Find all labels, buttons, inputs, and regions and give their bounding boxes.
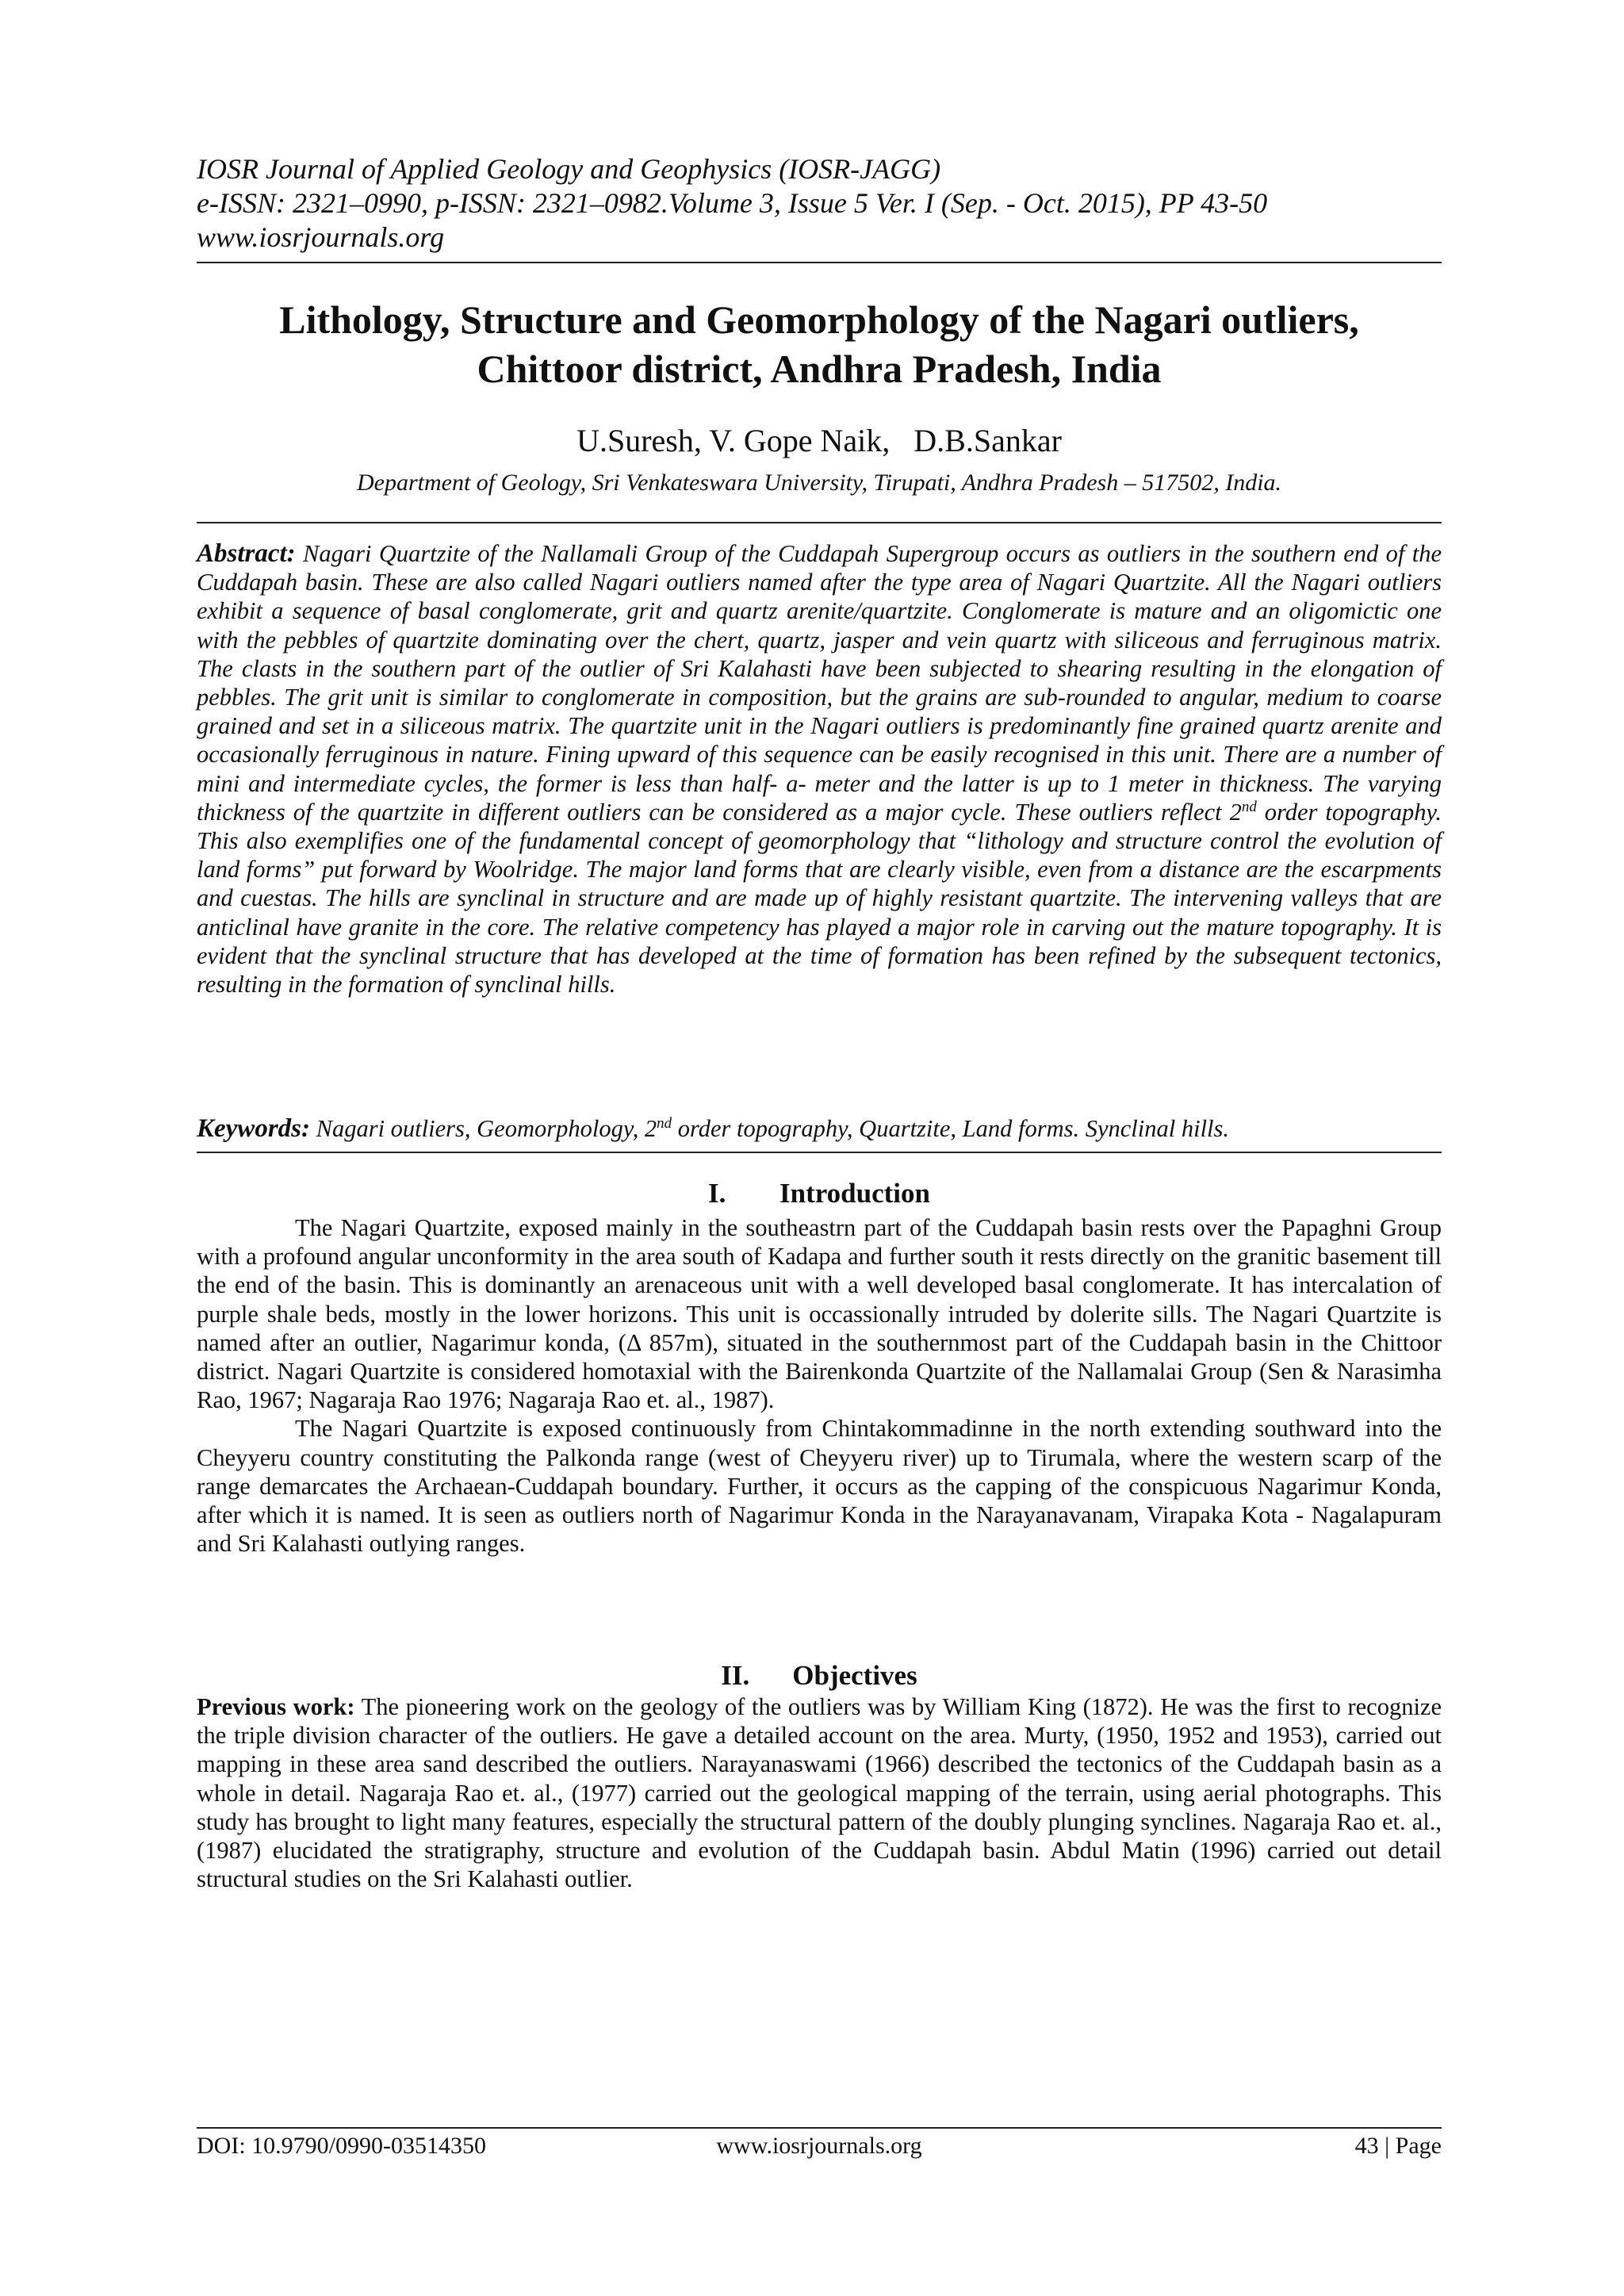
footer-website[interactable]: www.iosrjournals.org <box>716 2133 922 2159</box>
introduction-paragraph-2: The Nagari Quartzite is exposed continuously from Chintakommadinne in the north extending southward into the Cheyyeru country constituting the Palkonda range (west of Cheyyeru river) up to Tirumala, where the western scarp of the range demarcates the Archaean-Cuddapah boundary. Further, it occurs as the capping of the conspicuous Nagarimur Konda, after which it is named. It is seen as outliers north of Nagarimur Konda in the Narayanavanam, Virapaka Kota - Nagalapuram and Sri Kalahasti outlying ranges. <box>197 1415 1442 1558</box>
introduction-body <box>197 1213 1442 1558</box>
abstract-text-2: order topography. This also exemplifies one of the fundamental concept of geomorphology that “lithology and structure control the evolution of land forms” put forward by Woolridge. The major land forms that are clearly visible, even from a distance are the escarpments and cuestas. The hills are synclinal in structure and are made up of highly resistant quartzite. The intervening valleys that are anticlinal have granite in the core. The relative competency has played a major role in carving out the mature topography. It is evident that the synclinal structure that has developed at the time of formation has been refined by the subsequent tectonics, resulting in the formation of synclinal hills. <box>197 798 1442 999</box>
title-line-2: Chittoor district, Andhra Pradesh, India <box>477 347 1162 391</box>
keywords-text-1: Nagari outliers, Geomorphology, 2 <box>310 1115 657 1142</box>
previous-work-label: Previous work: <box>197 1693 355 1720</box>
keywords-label: Keywords: <box>197 1114 310 1143</box>
keywords-text-2: order topography, Quartzite, Land forms. Synclinal hills. <box>672 1115 1230 1142</box>
introduction-title: Introduction <box>779 1178 930 1209</box>
introduction-paragraph-1 <box>197 1213 1442 1414</box>
authors: U.Suresh, V. Gope Naik, D.B.Sankar <box>576 423 1062 458</box>
footer-doi: DOI: 10.9790/0990-03514350 <box>197 2133 486 2159</box>
introduction-number: I. <box>708 1178 726 1209</box>
objectives-paragraph <box>197 1692 1442 1893</box>
intro-p1-text-1: The Nagari Quartzite, exposed mainly in the southeastrn part of the Cuddapah basin rests over the Papaghni Group with a profound angular unconformity in the area south of Kadapa and further south it rests directly on the granitic basement till the end of the basin. This is dominantly an arenaceous unit with a well developed basal conglomerate. It has intercalation of purple shale beds, mostly in the lower horizons. This unit is occassionally intruded by dolerite sills. The Nagari Quartzite is named after an outlier, Nagarimur konda, ( <box>197 1214 1442 1356</box>
objectives-body <box>197 1692 1442 1893</box>
abstract-top-divider <box>197 522 1442 523</box>
journal-website[interactable]: www.iosrjournals.org <box>197 221 445 253</box>
header-divider <box>197 262 1442 263</box>
paper-title <box>197 295 1442 393</box>
abstract-superscript: nd <box>1241 798 1257 815</box>
keywords <box>197 1114 1442 1144</box>
journal-name: IOSR Journal of Applied Geology and Geophysics (IOSR-JAGG) <box>197 153 941 185</box>
abstract-label: Abstract: <box>197 539 296 568</box>
footer-page-number: 43 | Page <box>1354 2133 1442 2159</box>
title-line-1: Lithology, Structure and Geomorphology of the Nagari outliers, <box>279 297 1359 342</box>
objectives-heading <box>197 1659 1442 1692</box>
objectives-title: Objectives <box>792 1660 917 1691</box>
abstract <box>197 539 1442 999</box>
abstract-bottom-divider <box>197 1152 1442 1153</box>
objectives-number: II. <box>721 1660 750 1691</box>
keywords-superscript: nd <box>657 1114 672 1132</box>
objectives-text: The pioneering work on the geology of the outliers was by William King (1872). He was the first to recognize the triple division character of the outliers. He gave a detailed account on the area. Murty, (1950, 1952 and 1953), carried out mapping in these area sand described the outliers. Narayanaswami (1966) described the tectonics of the Cuddapah basin as a whole in detail. Nagaraja Rao et. al., (1977) carried out the geological mapping of the terrain, using aerial photographs. This study has brought to light many features, especially the structural pattern of the doubly plunging synclines. Nagaraja Rao et. al., (1987) elucidated the stratigraphy, structure and evolution of the Cuddapah basin. Abdul Matin (1996) carried out detail structural studies on the Sri Kalahasti outlier. <box>197 1693 1442 1893</box>
footer-divider <box>197 2127 1442 2129</box>
delta-symbol: Δ <box>626 1328 641 1356</box>
introduction-heading <box>197 1177 1442 1210</box>
affiliation: Department of Geology, Sri Venkateswara University, Tirupati, Andhra Pradesh – 517502, India. <box>356 470 1282 496</box>
intro-p1-text-2: 857m), situated in the southernmost part of the Cuddapah basin in the Chittoor district. Nagari Quartzite is considered homotaxial with the Bairenkonda Quartzite of the Nallamalai Group (Sen & Narasimha Rao, 1967; Nagaraja Rao 1976; Nagaraja Rao et. al., 1987). <box>197 1328 1442 1414</box>
journal-header <box>197 152 1442 255</box>
abstract-text-1: Nagari Quartzite of the Nallamali Group of the Cuddapah Supergroup occurs as outliers in the southern end of the Cuddapah basin. These are also called Nagari outliers named after the type area of Nagari Quartzite. All the Nagari outliers exhibit a sequence of basal conglomerate, grit and quartz arenite/quartzite. Conglomerate is mature and an oligomictic one with the pebbles of quartzite dominating over the chert, quartz, jasper and vein quartz with siliceous and ferruginous matrix. The clasts in the southern part of the outlier of Sri Kalahasti have been subjected to shearing resulting in the elongation of pebbles. The grit unit is similar to conglomerate in composition, but the grains are sub-rounded to angular, medium to coarse grained and set in a siliceous matrix. The quartzite unit in the Nagari outliers is predominantly fine grained quartz arenite and occasionally ferruginous in nature. Fining upward of this sequence can be easily recognised in this unit. There are a number of mini and intermediate cycles, the former is less than half- a- meter and the latter is up to 1 meter in thickness. The varying thickness of the quartzite in different outliers can be considered as a major cycle. These outliers reflect 2 <box>197 540 1442 826</box>
journal-issn: e-ISSN: 2321–0990, p-ISSN: 2321–0982.Volume 3, Issue 5 Ver. I (Sep. - Oct. 2015), PP 43-50 <box>197 187 1268 219</box>
paper-page <box>197 0 1442 2296</box>
